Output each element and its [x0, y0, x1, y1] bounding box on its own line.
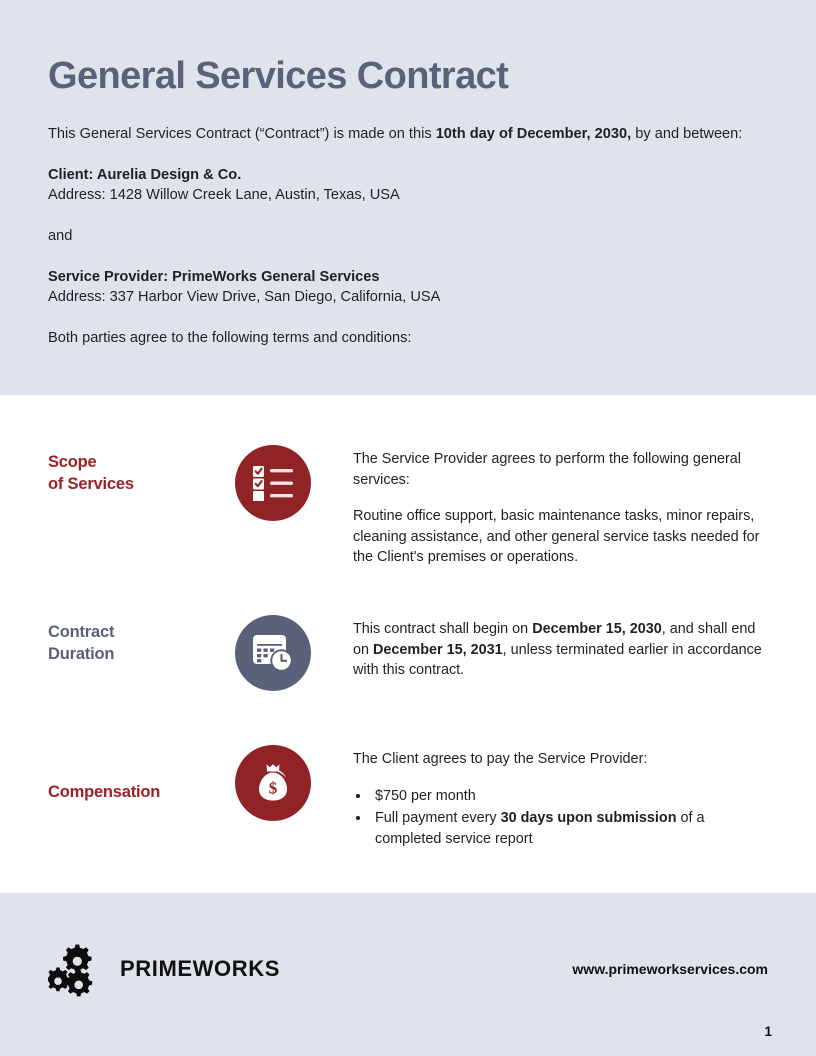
clause-heading-compensation-line1: Compensation — [48, 783, 161, 801]
calendar-clock-icon — [235, 615, 311, 691]
duration-text-suffix: , unless terminated earlier in accordance with this contract. — [353, 641, 762, 679]
clause-scope-of-services — [48, 445, 768, 568]
compensation-terms-prefix: Full payment every — [375, 810, 501, 827]
clause-compensation-body — [353, 745, 768, 852]
provider-name: Service Provider: PrimeWorks General Services — [48, 268, 380, 285]
main-content — [0, 395, 816, 893]
provider-address: Address: 337 Harbor View Drive, San Diego, California, USA — [48, 289, 441, 306]
agreement-line: Both parties agree to the following terms and conditions: — [48, 330, 412, 347]
contract-start-date: December 15, 2030 — [532, 621, 662, 637]
footer-band — [0, 893, 816, 1056]
clause-heading-scope-line1: Scope — [48, 453, 97, 471]
client-block — [48, 165, 768, 206]
contract-date: 10th day of December, 2030, — [435, 125, 632, 142]
footer-website: www.primeworkservices.com — [572, 961, 768, 977]
clause-contract-duration — [48, 615, 768, 691]
client-address: Address: 1428 Willow Creek Lane, Austin, Texas, USA — [48, 187, 400, 204]
page-title: General Services Contract — [48, 55, 509, 97]
clause-duration-paragraph — [353, 619, 768, 681]
money-bag-icon — [235, 745, 311, 821]
clause-duration-body — [353, 615, 768, 681]
brand-logo — [48, 940, 280, 998]
clause-heading-duration-line2: Duration — [48, 644, 115, 663]
clause-duration-icon-wrap — [235, 615, 353, 691]
conjunction-and: and — [48, 227, 73, 244]
compensation-terms-suffix: of a completed service report — [375, 810, 705, 848]
clause-heading-duration-line1: Contract — [48, 623, 115, 641]
client-name: Client: Aurelia Design & Co. — [48, 166, 242, 183]
clause-heading-compensation — [48, 745, 235, 804]
intro-block — [48, 124, 768, 349]
clause-scope-icon-wrap — [235, 445, 353, 521]
clause-scope-body — [353, 445, 768, 568]
compensation-bullet-list — [371, 786, 768, 850]
compensation-terms-highlight: 30 days upon submission — [500, 810, 677, 827]
header-band — [0, 0, 816, 395]
clause-heading-scope-line2: of Services — [48, 474, 134, 493]
clause-compensation — [48, 745, 768, 852]
clause-scope-paragraph-1: The Service Provider agrees to perform the following general services: — [353, 451, 741, 488]
clause-scope-paragraph-2: Routine office support, basic maintenance tasks, minor repairs, cleaning assistance, and other general service tasks needed for the Client's premises or operations. — [353, 508, 760, 566]
svg-text:$: $ — [268, 778, 278, 798]
intro-paragraph-date — [48, 124, 768, 145]
intro-text-suffix: by and between: — [631, 125, 743, 142]
clause-heading-scope — [48, 445, 235, 496]
page-number: 1 — [764, 1024, 772, 1039]
compensation-bullet-amount: • $750 per month — [371, 786, 768, 807]
brand-name: PRIMEWORKS — [120, 955, 280, 981]
clause-compensation-icon-wrap — [235, 745, 353, 821]
checklist-icon — [235, 445, 311, 521]
clause-compensation-paragraph: The Client agrees to pay the Service Provider: — [353, 751, 648, 767]
compensation-bullet-terms — [371, 808, 768, 849]
intro-text-prefix: This General Services Contract (“Contract”) is made on this — [48, 125, 436, 142]
duration-text-middle: , and shall end on — [353, 621, 756, 658]
duration-text-prefix: This contract shall begin on — [353, 621, 533, 637]
gears-icon — [48, 940, 106, 998]
provider-block — [48, 267, 768, 308]
contract-end-date: December 15, 2031 — [373, 641, 503, 658]
clause-heading-duration — [48, 615, 235, 666]
